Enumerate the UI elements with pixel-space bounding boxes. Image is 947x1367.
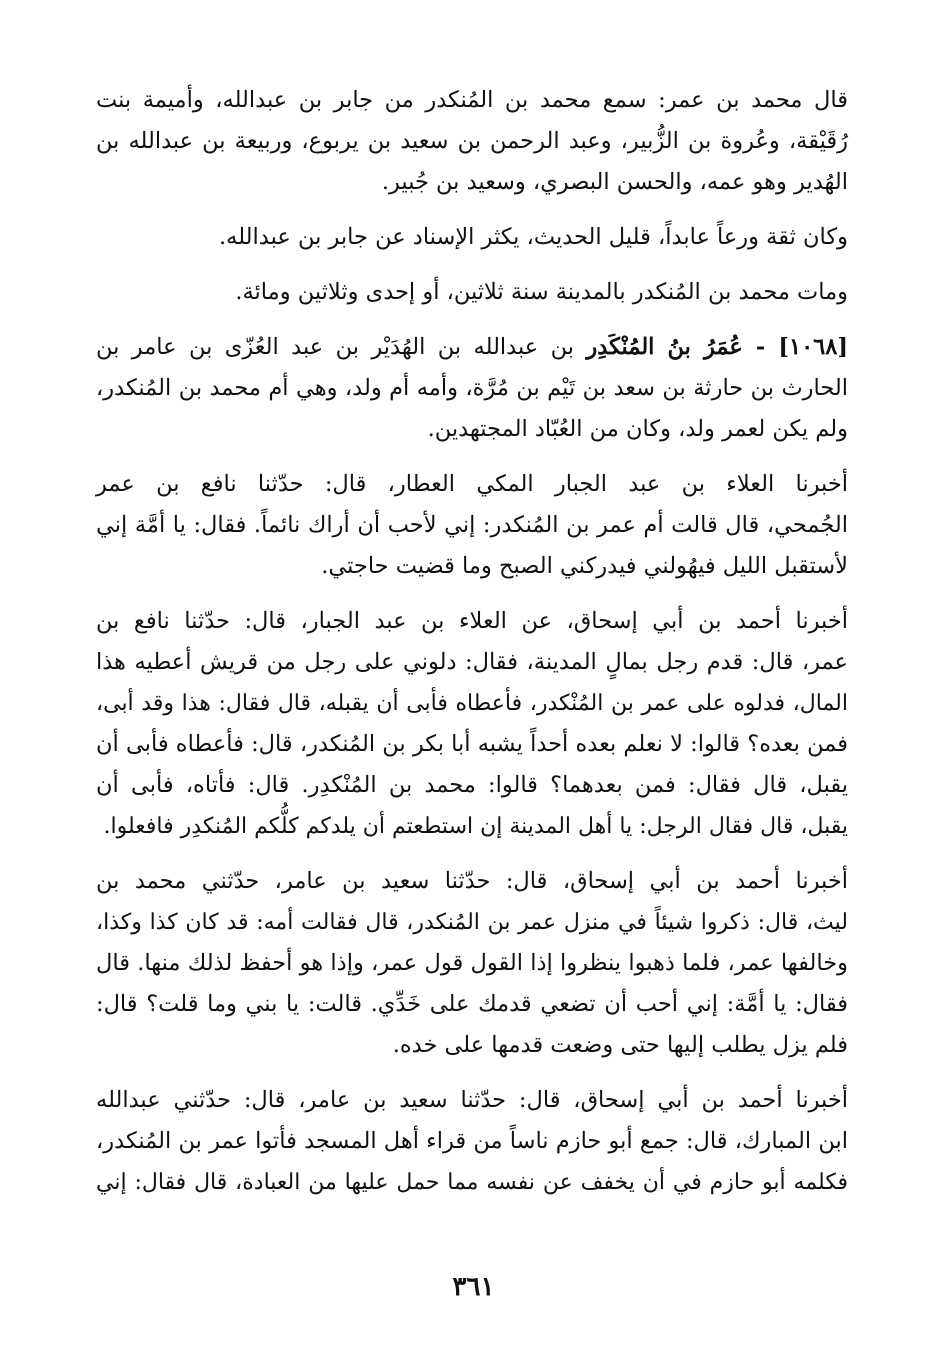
paragraph-narration-abu-hazim — [96, 1080, 848, 1203]
text-line: أخبرنا أحمد بن أبي إسحاق، قال: حدّثنا سعيد بن عامر، قال: حدّثني عبدالله — [96, 1087, 848, 1113]
text-line: المال، فدلوه على عمر بن المُنْكدر، فأعطاه فأبى أن يقبله، قال فقال: هذا وقد أبى، — [96, 691, 848, 716]
text-line: ولم يكن لعمر ولد، وكان من العُبّاد المجتهدين. — [427, 416, 848, 442]
text-line: لأستقبل الليل فيهُولني فيدركني الصبح وما قضيت حاجتي. — [321, 553, 848, 579]
text-line: قال محمد بن عمر: سمع محمد بن المُنكدر من جابر بن عبدالله، وأميمة بنت — [96, 87, 848, 113]
text-line: أخبرنا أحمد بن أبي إسحاق، قال: حدّثنا سعيد بن عامر، حدّثني محمد بن — [96, 868, 848, 894]
paragraph-narration-mother — [96, 861, 848, 1066]
text-line: الجُمحي، قال قالت أم عمر بن المُنكدر: إني لأحب أن أراك نائماً. فقال: يا أمَّة إني — [96, 512, 848, 538]
text-line: أخبرنا أحمد بن أبي إسحاق، عن العلاء بن عبد الجبار، قال: حدّثنا نافع بن — [96, 608, 848, 634]
text-line: ليث، قال: ذكروا شيئاً في منزل عمر بن المُنكدر، قال فقالت أمه: قد كان كذا وكذا، — [96, 910, 848, 935]
paragraph-death — [96, 272, 848, 313]
text-line-continuation: بن عبدالله بن الهُدَيْر بن عبد العُزّى بن عامر بن — [96, 334, 574, 360]
text-line: ابن المبارك، قال: جمع أبو حازم ناساً من قراء أهل المسجد فأتوا عمر بن المُنكدر، — [96, 1128, 848, 1154]
text-line: ومات محمد بن المُنكدر بالمدينة سنة ثلاثين، أو إحدى وثلاثين ومائة. — [235, 279, 848, 305]
book-page — [96, 80, 848, 1217]
text-line: أخبرنا العلاء بن عبد الجبار المكي العطار، قال: حدّثنا نافع بن عمر — [96, 471, 848, 497]
paragraph-trustworthiness — [96, 217, 848, 258]
text-line — [96, 327, 848, 368]
paragraph-narration-sleep — [96, 464, 848, 587]
text-line: رُقَيْقة، وعُروة بن الزُّبير، وعبد الرحمن بن سعيد بن يربوع، وربيعة بن عبدالله بن — [96, 128, 848, 154]
biography-heading: [١٠٦٨] - عُمَرُ بنُ المُنْكَدِر — [586, 334, 849, 360]
text-line: فلم يزل يطلب إليها حتى وضعت قدمها على خده. — [392, 1032, 848, 1058]
paragraph-ibn-munkadir-narrators — [96, 80, 848, 203]
text-line: يقبل، قال فقال: فمن بعدهما؟ قالوا: محمد بن المُنْكدِر. قال: فأتاه، فأبى أن — [96, 772, 848, 798]
text-line: وخالفها عمر، فلما ذهبوا ينظروا إذا القول قول عمر، وإذا هو أحفظ لذلك منها. قال — [96, 950, 848, 976]
text-line: فقال: يا أمَّة: إني أحب أن تضعي قدمك على خَدِّي. قالت: يا بني وما قلت؟ قال: — [96, 991, 848, 1017]
text-line: الحارث بن حارثة بن سعد بن تَيْم بن مُرَّة، وأمه أم ولد، وهي أم محمد بن المُنكدر، — [96, 375, 848, 401]
text-line: عمر، قال: قدم رجل بمالٍ المدينة، فقال: دلوني على رجل من قريش أعطيه هذا — [96, 649, 848, 675]
text-line: وكان ثقة ورعاً عابداً، قليل الحديث، يكثر الإسناد عن جابر بن عبدالله. — [219, 224, 848, 250]
paragraph-biography-1068 — [96, 327, 848, 450]
text-line: الهُدير وهو عمه، والحسن البصري، وسعيد بن جُبير. — [381, 169, 848, 195]
text-line: فكلمه أبو حازم في أن يخفف عن نفسه مما حمل عليها من العبادة، قال فقال: إني — [96, 1170, 848, 1195]
text-line: فمن بعده؟ قالوا: لا نعلم بعده أحداً يشبه أبا بكر بن المُنكدر، قال: فأعطاه فأبى أن — [96, 731, 848, 757]
paragraph-narration-money — [96, 601, 848, 847]
page-number: ٣٦١ — [452, 1272, 495, 1302]
text-line: يقبل، قال فقال الرجل: يا أهل المدينة إن استطعتم أن يلدكم كلُّكم المُنكدِر فافعلوا. — [103, 814, 848, 839]
